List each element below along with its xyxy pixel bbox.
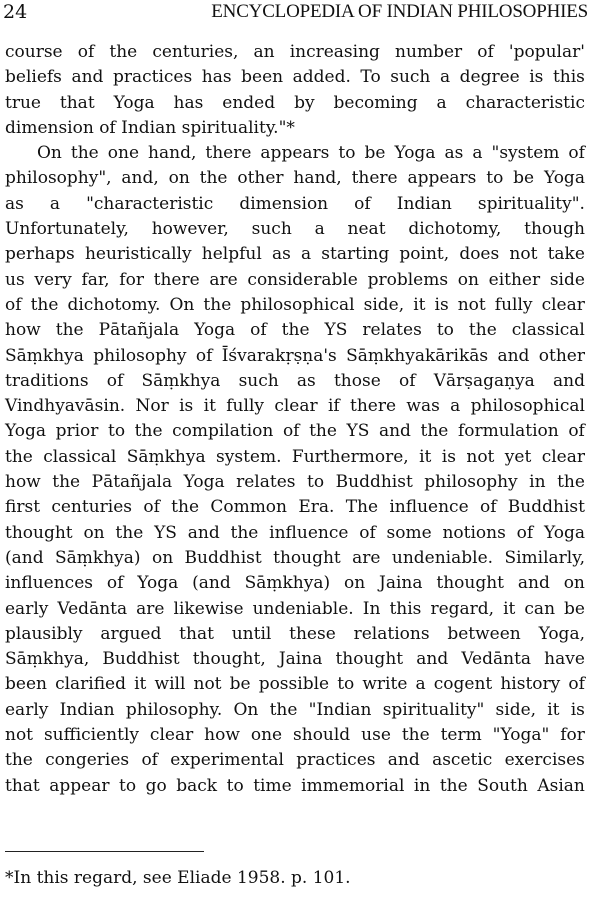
running-head: ENCYCLOPEDIA OF INDIAN PHILOSOPHIES bbox=[211, 1, 588, 22]
text-line: philosophy", and, on the other hand, there appears to be Yoga bbox=[5, 168, 585, 189]
text-line: (and Sāṃkhya) on Buddhist thought are undeniable. Similarly, bbox=[5, 547, 585, 568]
text-line: On the one hand, there appears to be Yoga as a "system of bbox=[37, 143, 585, 164]
text-line: dimension of Indian spirituality."* bbox=[5, 117, 295, 138]
text-line: Yoga prior to the compilation of the YS and the formulation of bbox=[5, 421, 585, 442]
text-line: that appear to go back to time immemorial in the South Asian bbox=[5, 775, 585, 796]
text-line: of the dichotomy. On the philosophical side, it is not fully clear bbox=[5, 294, 585, 315]
text-line: as a "characteristic dimension of Indian spirituality". bbox=[5, 193, 585, 214]
text-line: Unfortunately, however, such a neat dichotomy, though bbox=[5, 219, 585, 240]
text-line: course of the centuries, an increasing number of 'popular' bbox=[5, 42, 585, 62]
text-line: Sāṃkhya philosophy of Īśvarakṛṣṇa's Sāṃkhyakārikās and other bbox=[5, 345, 585, 366]
text-line: how the Pātañjala Yoga of the YS relates to the classical bbox=[5, 320, 585, 341]
text-line: perhaps heuristically helpful as a starting point, does not take bbox=[5, 244, 585, 265]
text-line: first centuries of the Common Era. The influence of Buddhist bbox=[5, 497, 585, 518]
text-line: been clarified it will not be possible to write a cogent history of bbox=[5, 674, 585, 695]
text-line: us very far, for there are considerable problems on either side bbox=[5, 269, 585, 290]
text-line: beliefs and practices has been added. To such a degree is this bbox=[5, 67, 585, 88]
footnote: *In this regard, see Eliade 1958. p. 101. bbox=[5, 868, 351, 888]
text-line: not sufficiently clear how one should use the term "Yoga" for bbox=[5, 725, 585, 746]
text-line: early Vedānta are likewise undeniable. In this regard, it can be bbox=[5, 598, 585, 619]
text-line: plausibly argued that until these relations between Yoga, bbox=[5, 623, 585, 644]
body-text bbox=[5, 40, 585, 799]
text-line: how the Pātañjala Yoga relates to Buddhist philosophy in the bbox=[5, 472, 585, 493]
text-line: early Indian philosophy. On the "Indian spirituality" side, it is bbox=[5, 699, 585, 720]
page-number: 24 bbox=[3, 1, 28, 23]
text-line: thought on the YS and the influence of some notions of Yoga bbox=[5, 522, 585, 543]
footnote-divider bbox=[5, 851, 204, 852]
page-header bbox=[3, 0, 588, 26]
text-line: the congeries of experimental practices and ascetic exercises bbox=[5, 750, 585, 771]
text-line: Sāṃkhya, Buddhist thought, Jaina thought and Vedānta have bbox=[5, 649, 585, 670]
text-line: true that Yoga has ended by becoming a characteristic bbox=[5, 92, 585, 113]
text-line: influences of Yoga (and Sāṃkhya) on Jaina thought and on bbox=[5, 573, 585, 594]
text-line: traditions of Sāṃkhya such as those of Vārṣagaṇya and bbox=[5, 370, 585, 391]
text-line: the classical Sāṃkhya system. Furthermore, it is not yet clear bbox=[5, 446, 585, 467]
text-line: Vindhyavāsin. Nor is it fully clear if there was a philosophical bbox=[5, 396, 585, 417]
